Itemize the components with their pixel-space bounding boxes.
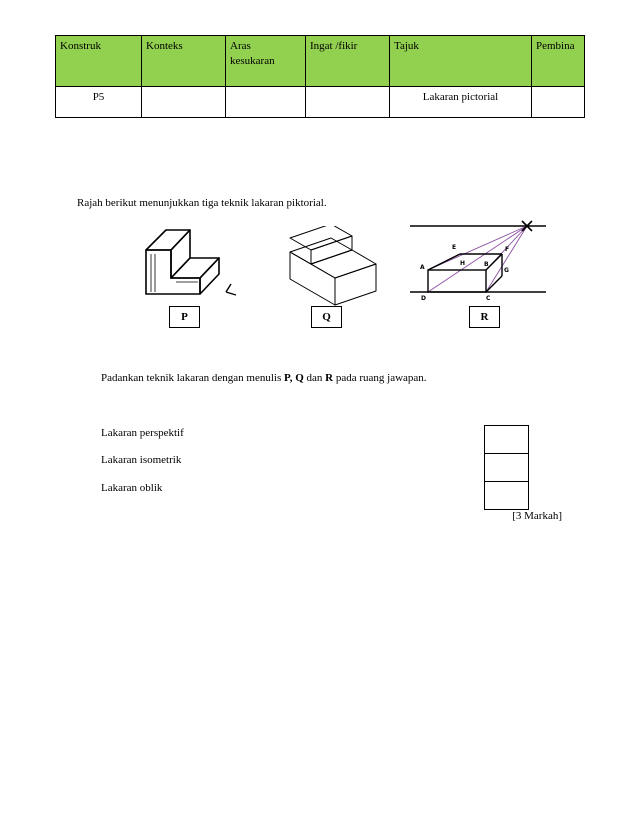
item-isometrik: Lakaran isometrik [101, 454, 182, 466]
col-konteks: Konteks [142, 36, 226, 87]
answer-box-oblik[interactable] [484, 481, 529, 510]
cell-tajuk: Lakaran pictorial [390, 87, 532, 118]
r-label-b: B [484, 261, 489, 268]
figure-p-oblique [140, 216, 240, 300]
r-label-h: H [460, 260, 466, 267]
figure-r-perspective [408, 214, 548, 306]
r-label-f: F [505, 246, 510, 253]
r-label-a: A [420, 264, 425, 271]
instruction-dan: dan [306, 372, 323, 384]
header-table [55, 35, 585, 118]
marks-label: [3 Markah] [512, 510, 562, 522]
header-row [56, 36, 585, 87]
figure-label-r: R [469, 306, 500, 328]
cell-konteks[interactable] [142, 87, 226, 118]
col-aras [226, 36, 306, 87]
r-label-e: E [452, 244, 457, 251]
cell-pembina[interactable] [532, 87, 585, 118]
r-label-d: D [421, 295, 426, 302]
item-perspektif: Lakaran perspektif [101, 427, 184, 439]
instruction-keys: P, Q [283, 372, 304, 384]
col-aras-line1: Aras [230, 40, 251, 52]
cell-konstruk: P5 [56, 87, 142, 118]
r-label-g: G [504, 267, 509, 274]
figure-label-q: Q [311, 306, 342, 328]
col-aras-line2: kesukaran [230, 55, 275, 67]
answer-box-isometrik[interactable] [484, 453, 529, 482]
col-pembina: Pembina [532, 36, 585, 87]
cell-ingat[interactable] [306, 87, 390, 118]
figure-label-p: P [169, 306, 200, 328]
instruction-prefix: Padankan teknik lakaran dengan menulis [101, 372, 282, 384]
item-oblik: Lakaran oblik [101, 482, 163, 494]
instruction-r: R [325, 372, 334, 384]
question-intro: Rajah berikut menunjukkan tiga teknik lakaran piktorial. [77, 197, 327, 209]
col-ingat: Ingat /fikir [306, 36, 390, 87]
figure-q-isometric [286, 226, 386, 308]
col-tajuk: Tajuk [390, 36, 532, 87]
cell-aras[interactable] [226, 87, 306, 118]
col-konstruk: Konstruk [56, 36, 142, 87]
instruction-suffix: pada ruang jawapan. [335, 372, 427, 384]
r-label-c: C [486, 295, 491, 302]
answer-box-perspektif[interactable] [484, 425, 529, 454]
data-row [56, 87, 585, 118]
instruction [101, 372, 427, 384]
